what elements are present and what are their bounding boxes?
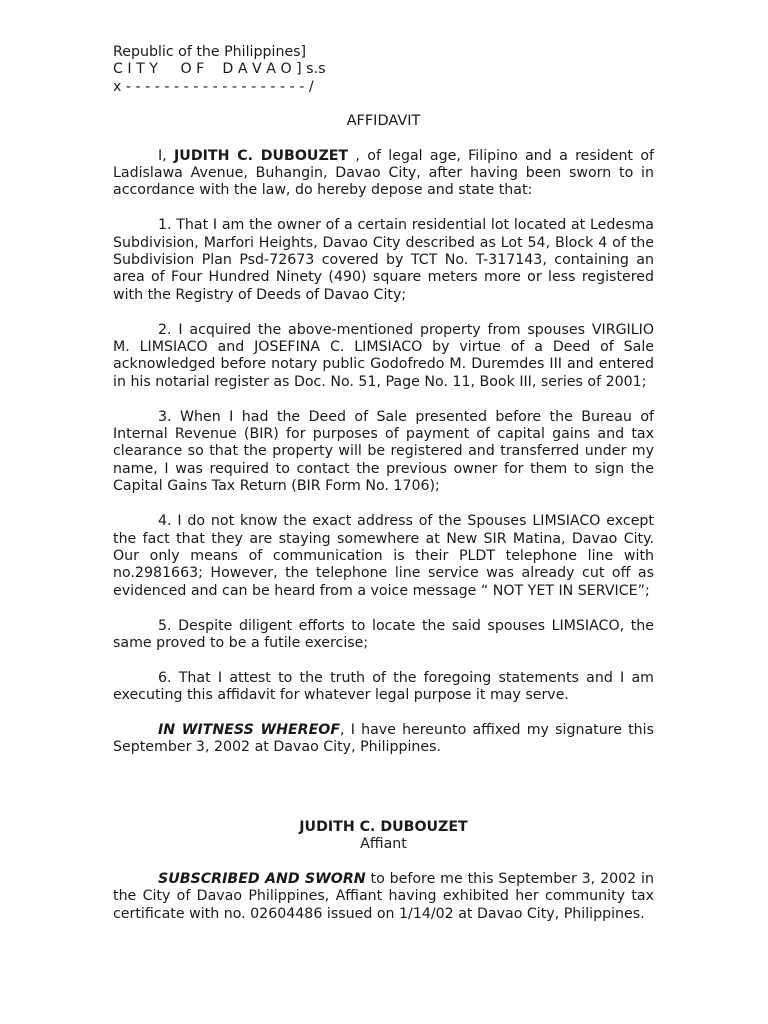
- signature-block: [113, 819, 654, 854]
- paragraph-6: 6. That I attest to the truth of the foregoing statements and I am executing this affidavit for whatever legal purpose it may serve.: [113, 669, 654, 704]
- paragraph-4: 4. I do not know the exact address of the Spouses LIMSIACO except the fact that they are staying somewhere at New SIR Matina, Davao City. Our only means of communication is their PLDT telephone line with no.2981663; However, the telephone line service was already cut off as evidenced and can be heard from a voice message “ NOT YET IN SERVICE”;: [113, 513, 654, 599]
- affidavit-document: [113, 44, 654, 941]
- header-separator: x - - - - - - - - - - - - - - - - - - - /: [113, 78, 314, 95]
- intro-paragraph: [113, 148, 654, 200]
- intro-suffix: , of legal age, Filipino and a resident of Ladislawa Avenue, Buhangin, Davao City, after having been sworn to in accordance with the law, do hereby depose and state that:: [113, 147, 654, 199]
- header-city: C I T Y O F D A V A O ] s.s: [113, 61, 326, 78]
- paragraph-5: 5. Despite diligent efforts to locate the said spouses LIMSIACO, the same proved to be a futile exercise;: [113, 617, 654, 651]
- signature-role: Affiant: [360, 836, 407, 853]
- affiant-name: JUDITH C. DUBOUZET: [174, 147, 349, 164]
- paragraph-1: 1. That I am the owner of a certain residential lot located at Ledesma Subdivision, Marfori Heights, Davao City described as Lot 54, Block 4 of the Subdivision Plan Psd-72673 covered by TCT No. T-317143, containing an area of Four Hundred Ninety (490) square meters more or less registered with the Registry of Deeds of Davao City;: [113, 217, 654, 303]
- witness-text: , I have hereunto affixed my signature this September 3, 2002 at Davao City, Philippines.: [113, 721, 654, 756]
- jurat-text: to before me this September 3, 2002 in the City of Davao Philippines, Affiant having exhibited her community tax certificate with no. 02604486 issued on 1/14/02 at Davao City, Philippines.: [113, 870, 654, 922]
- jurat-emphasis: SUBSCRIBED AND SWORN: [158, 870, 366, 887]
- witness-emphasis: IN WITNESS WHEREOF: [158, 721, 341, 738]
- paragraph-2: 2. I acquired the above-mentioned property from spouses VIRGILIO M. LIMSIACO and JOSEFINA C. LIMSIACO by virtue of a Deed of Sale acknowledged before notary public Godofredo M. Duremdes III and entered in his notarial register as Doc. No. 51, Page No. 11, Book III, series of 2001;: [113, 321, 654, 390]
- signature-name: JUDITH C. DUBOUZET: [299, 818, 468, 835]
- jurat-paragraph: [113, 871, 654, 923]
- document-title: AFFIDAVIT: [346, 113, 421, 130]
- paragraph-3: 3. When I had the Deed of Sale presented before the Bureau of Internal Revenue (BIR) for purposes of payment of capital gains and tax clearance so that the property will be registered and transferred under my name, I was required to contact the previous owner for them to sign the Capital Gains Tax Return (BIR Form No. 1706);: [113, 408, 654, 495]
- intro-prefix: I,: [158, 147, 175, 164]
- witness-paragraph: [113, 722, 654, 757]
- header-republic: Republic of the Philippines]: [113, 44, 307, 60]
